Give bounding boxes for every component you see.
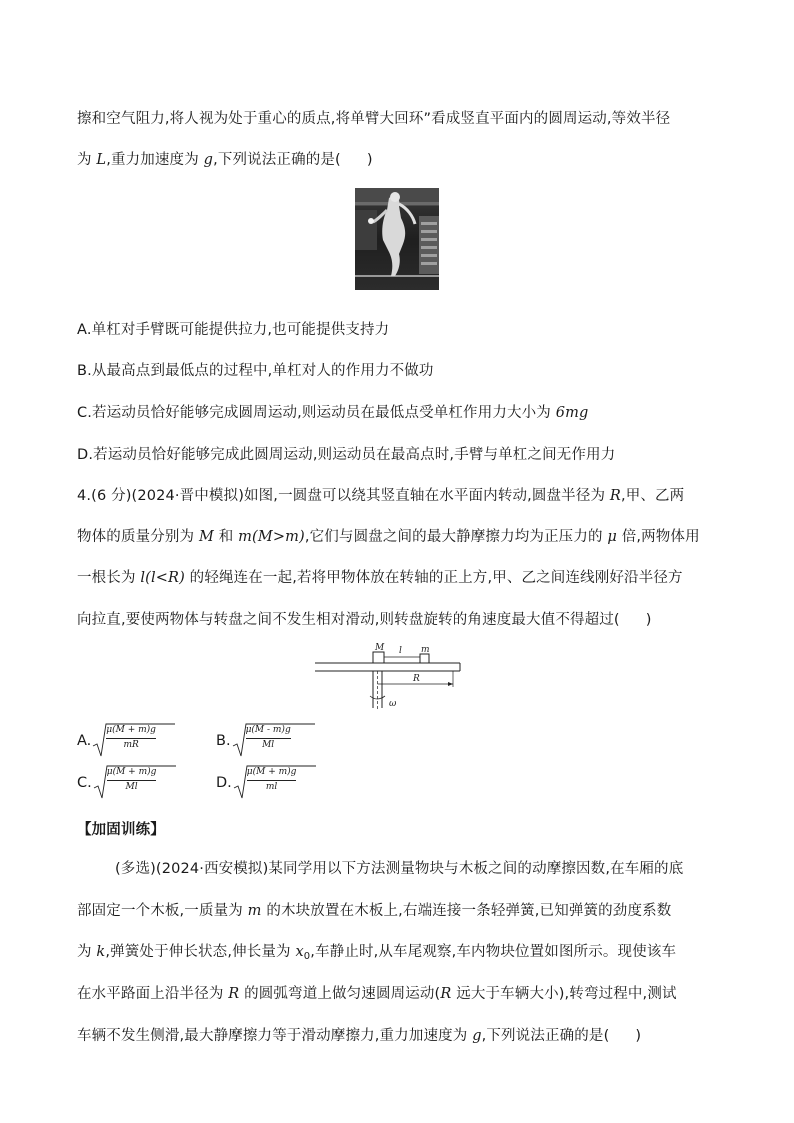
q3-option-b: B.从最高点到最低点的过程中,单杠对人的作用力不做功: [77, 363, 434, 379]
extra-stem-line-3: 为 k,弹簧处于伸长状态,伸长量为 $x_0$,车静止时,从车尾观察,车内物块位置如图所示。现使该车: [77, 944, 677, 962]
sqrt-expression: μ(M + m)g Ml: [93, 764, 177, 802]
q3-stem-line-1: 擦和空气阻力,将人视为处于重心的质点,将单臂大回环”看成竖直平面内的圆周运动,等效半径: [77, 111, 671, 127]
label-l: l: [399, 646, 402, 656]
q4-stem-line-2: 物体的质量分别为 M 和 m(M>m),它们与圆盘之间的最大静摩擦力均为正压力的 μ 倍,两物体用: [77, 529, 700, 545]
extra-stem-line-2: 部固定一个木板,一质量为 m 的木块放置在木板上,右端连接一条轻弹簧,已知弹簧的劲度系数: [77, 903, 672, 919]
q3-option-a: A.单杠对手臂既可能提供拉力,也可能提供支持力: [77, 322, 390, 338]
q4-option-d: D. μ(M + m)g ml: [216, 764, 317, 802]
turntable-diagram: [310, 640, 470, 710]
extra-stem-line-5: 车辆不发生侧滑,最大静摩擦力等于滑动摩擦力,重力加速度为 g,下列说法正确的是( ): [77, 1028, 642, 1044]
q4-option-a: A. μ(M + m)g mR: [77, 722, 176, 760]
extra-stem-line-1: (多选)(2024·西安模拟)某同学用以下方法测量物块与木板之间的动摩擦因数,在车厢的底: [115, 861, 684, 877]
q3-option-d: D.若运动员恰好能够完成此圆周运动,则运动员在最高点时,手臂与单杠之间无作用力: [77, 447, 616, 463]
sqrt-expression: μ(M + m)g mR: [92, 722, 176, 760]
sqrt-expression: μ(M + m)g ml: [233, 764, 317, 802]
q4-option-c: C. μ(M + m)g Ml: [77, 764, 177, 802]
q4-stem-line-1: 4.(6 分)(2024·晋中模拟)如图,一圆盘可以绕其竖直轴在水平面内转动,圆盘半径为 R,甲、乙两: [77, 488, 685, 504]
q4-option-b: B. μ(M - m)g Ml: [216, 722, 316, 760]
block-m: [420, 654, 429, 663]
block-M: [373, 652, 384, 663]
label-R: R: [413, 674, 420, 684]
sqrt-expression: μ(M - m)g Ml: [232, 722, 316, 760]
label-M: M: [375, 643, 385, 653]
q4-stem-line-4: 向拉直,要使两物体与转盘之间不发生相对滑动,则转盘旋转的角速度最大值不得超过( ): [77, 612, 652, 628]
q3-option-c: C.若运动员恰好能够完成圆周运动,则运动员在最低点受单杠作用力大小为 6mg: [77, 405, 589, 421]
gymnast-photo: [355, 188, 439, 290]
label-m: m: [421, 645, 430, 655]
section-title: 【加固训练】: [77, 822, 165, 838]
q3-stem-line-2: 为 L,重力加速度为 g,下列说法正确的是( ): [77, 152, 373, 168]
label-omega: ω: [389, 699, 397, 709]
extra-stem-line-4: 在水平路面上沿半径为 R 的圆弧弯道上做匀速圆周运动(R 远大于车辆大小),转弯过程中,测试: [77, 986, 677, 1002]
q4-stem-line-3: 一根长为 l(l<R) 的轻绳连在一起,若将甲物体放在转轴的正上方,甲、乙之间连线刚好沿半径方: [77, 570, 683, 586]
